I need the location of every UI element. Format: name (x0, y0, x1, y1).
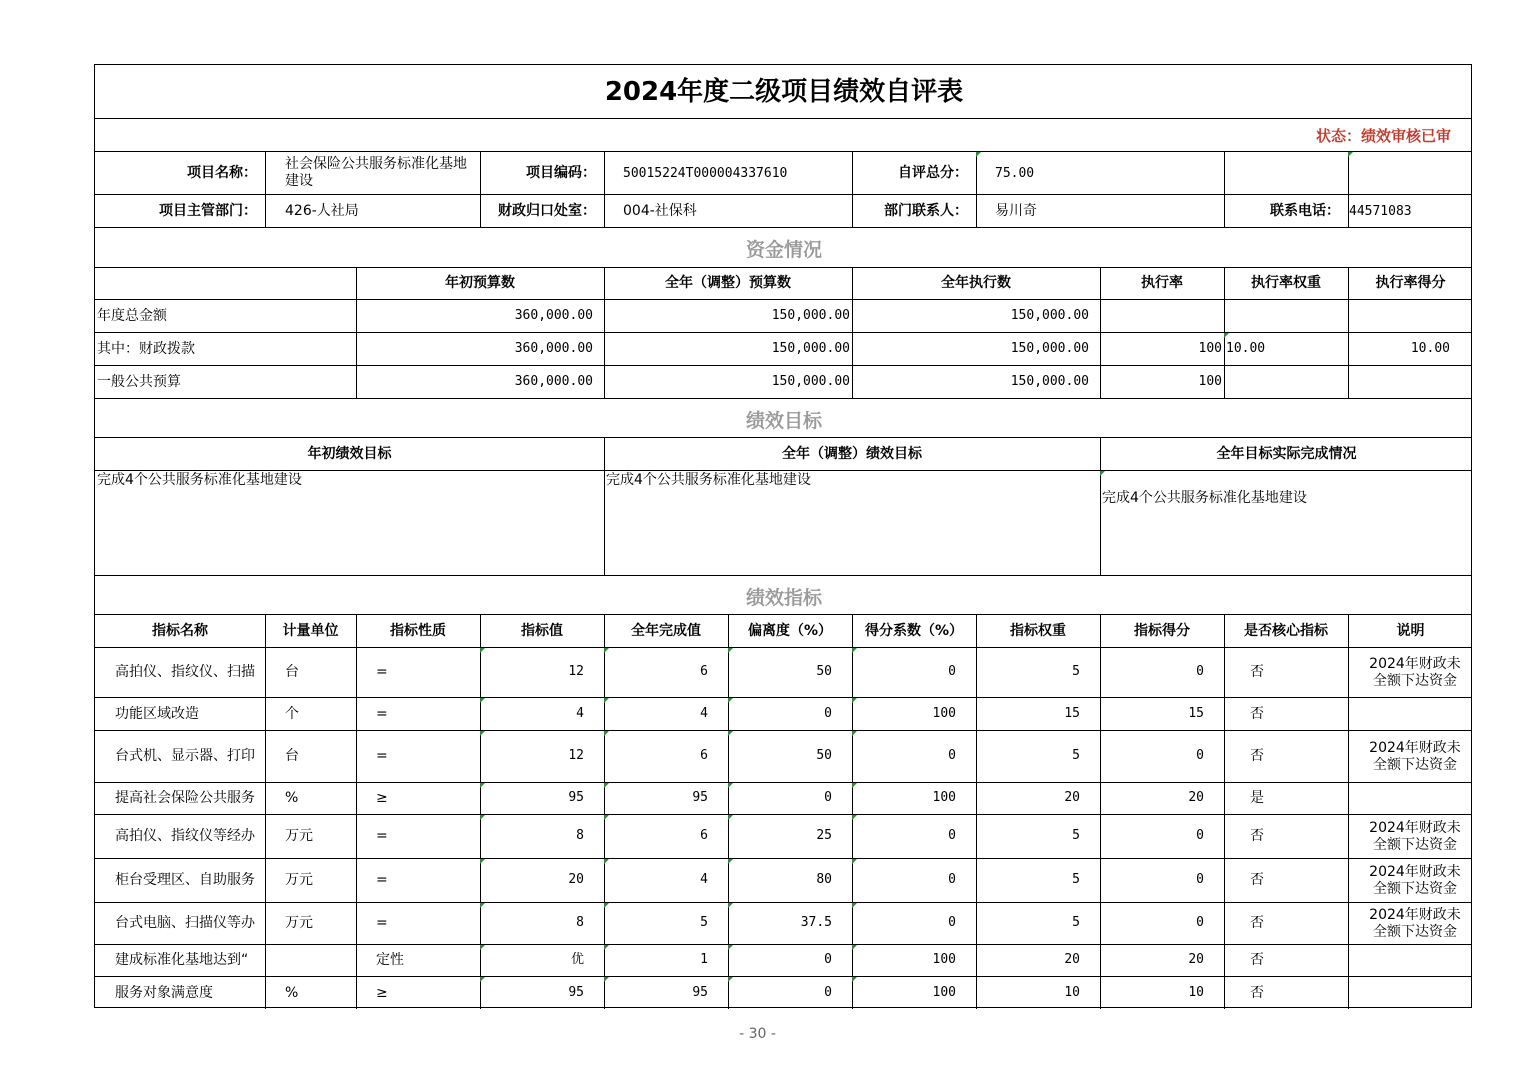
indicator-unit: 台 (285, 664, 299, 680)
indicator-nature: = (376, 872, 388, 888)
goal-actual-text: 完成4个公共服务标准化基地建设 (1102, 490, 1307, 506)
indicator-score: 20 (1188, 790, 1204, 805)
indicator-coefficient: 100 (932, 985, 956, 1000)
grid-line-h (95, 814, 1471, 815)
indicator-done: 4 (700, 706, 708, 721)
indicator-header-5: 偏离度（%） (747, 623, 833, 639)
grid-line-v (976, 151, 977, 227)
indicator-deviation: 50 (816, 748, 832, 763)
dept-label: 项目主管部门： (159, 203, 257, 219)
indicator-score: 0 (1196, 828, 1204, 843)
funds-header-3: 执行率 (1141, 275, 1183, 291)
cell-marker (480, 977, 485, 982)
cell-marker (604, 977, 609, 982)
grid-line-v (1100, 614, 1101, 1009)
cell-marker (480, 903, 485, 908)
indicator-target: 95 (568, 985, 584, 1000)
indicator-coefficient: 0 (948, 664, 956, 679)
contact-value: 易川奇 (995, 203, 1037, 219)
indicator-core: 否 (1250, 985, 1264, 1001)
indicator-name: 功能区域改造 (115, 706, 199, 722)
funds-executed: 150,000.00 (1010, 374, 1089, 389)
indicator-nature: = (376, 915, 388, 931)
cell-marker (1100, 471, 1105, 476)
indicator-deviation: 0 (824, 952, 832, 967)
cell-marker (728, 783, 733, 788)
indicator-deviation: 80 (816, 872, 832, 887)
grid-line-h (95, 614, 1471, 615)
indicator-deviation: 0 (824, 790, 832, 805)
indicator-unit: % (285, 985, 299, 1001)
goal-adjusted-text: 完成4个公共服务标准化基地建设 (606, 472, 811, 488)
cell-marker (852, 648, 857, 653)
indicator-core: 否 (1250, 828, 1264, 844)
grid-line-v (604, 267, 605, 398)
indicator-score: 0 (1196, 748, 1204, 763)
grid-line-v (1100, 267, 1101, 398)
funds-section-title: 资金情况 (745, 239, 822, 261)
indicator-target: 4 (576, 706, 584, 721)
indicator-note: 2024年财政未全额下达资金 (1369, 656, 1461, 689)
cell-marker (728, 648, 733, 653)
indicator-note: 2024年财政未全额下达资金 (1369, 864, 1461, 897)
goal-initial-text: 完成4个公共服务标准化基地建设 (97, 472, 302, 488)
indicator-target: 8 (576, 915, 584, 930)
grid-line-h (95, 730, 1471, 731)
cell-marker (604, 903, 609, 908)
indicator-score: 0 (1196, 664, 1204, 679)
indicator-note: 2024年财政未全额下达资金 (1369, 740, 1461, 773)
indicator-header-4: 全年完成值 (631, 623, 701, 639)
cell-marker (976, 152, 981, 157)
cell-marker (480, 731, 485, 736)
cell-marker (1348, 152, 1353, 157)
funds-row-name: 一般公共预算 (97, 374, 181, 390)
indicator-coefficient: 100 (932, 790, 956, 805)
grid-line-h (95, 299, 1471, 300)
indicator-weight: 20 (1064, 790, 1080, 805)
indicator-weight: 5 (1072, 664, 1080, 679)
indicator-weight: 5 (1072, 915, 1080, 930)
indicator-weight: 15 (1064, 706, 1080, 721)
cell-marker (728, 903, 733, 908)
grid-line-v (356, 614, 357, 1009)
indicator-header-9: 是否核心指标 (1244, 623, 1328, 639)
indicator-score: 0 (1196, 872, 1204, 887)
finance-office-value: 004-社保科 (623, 203, 697, 219)
cell-marker (728, 698, 733, 703)
funds-header-0: 年初预算数 (445, 275, 515, 291)
grid-line-h (95, 365, 1471, 366)
indicator-core: 否 (1250, 872, 1264, 888)
indicator-done: 1 (700, 952, 708, 967)
funds-initial-budget: 360,000.00 (514, 308, 593, 323)
goal-header-initial: 年初绩效目标 (307, 446, 392, 462)
indicator-name: 台式电脑、扫描仪等办 (115, 915, 255, 931)
phone-label: 联系电话： (1270, 203, 1340, 219)
cell-marker (604, 859, 609, 864)
funds-row-name: 其中：财政拨款 (97, 341, 195, 357)
indicator-target: 95 (568, 790, 584, 805)
indicator-done: 4 (700, 872, 708, 887)
grid-line-h (95, 902, 1471, 903)
grid-line-v (604, 151, 605, 227)
grid-line-v (1348, 267, 1349, 398)
grid-line-h (95, 858, 1471, 859)
grid-line-h (95, 647, 1471, 648)
cell-marker (480, 648, 485, 653)
grid-line-h (95, 944, 1471, 945)
funds-header-1: 全年（调整）预算数 (665, 275, 791, 291)
cell-marker (480, 859, 485, 864)
grid-line-v (356, 267, 357, 398)
grid-line-v (852, 151, 853, 227)
funds-exec-rate: 100 (1198, 374, 1222, 389)
indicator-header-2: 指标性质 (390, 623, 446, 639)
indicator-deviation: 50 (816, 664, 832, 679)
funds-initial-budget: 360,000.00 (514, 374, 593, 389)
indicator-nature: = (376, 828, 388, 844)
cell-marker (852, 903, 857, 908)
cell-marker (480, 783, 485, 788)
grid-line-h (95, 332, 1471, 333)
indicator-header-10: 说明 (1396, 623, 1425, 639)
cell-marker (852, 945, 857, 950)
project-code-label: 项目编码： (526, 165, 596, 181)
grid-line-v (1100, 437, 1101, 575)
indicator-header-1: 计量单位 (282, 623, 339, 639)
grid-line-h (95, 267, 1471, 268)
indicator-weight: 5 (1072, 748, 1080, 763)
indicator-coefficient: 0 (948, 748, 956, 763)
funds-header-4: 执行率权重 (1251, 275, 1321, 291)
indicator-header-8: 指标得分 (1134, 623, 1190, 639)
form-title: 2024年度二级项目绩效自评表 (604, 77, 964, 107)
evaluation-form (94, 64, 1472, 1008)
cell-marker (480, 815, 485, 820)
cell-marker (728, 945, 733, 950)
project-name-value: 社会保险公共服务标准化基地建设 (285, 156, 467, 189)
grid-line-v (265, 151, 266, 227)
finance-office-label: 财政归口处室： (498, 203, 596, 219)
indicator-target: 8 (576, 828, 584, 843)
cell-marker (852, 859, 857, 864)
goals-section-title: 绩效目标 (745, 410, 822, 432)
indicator-done: 6 (700, 664, 708, 679)
indicator-note: 2024年财政未全额下达资金 (1369, 907, 1461, 940)
indicator-coefficient: 0 (948, 915, 956, 930)
grid-line-h (95, 118, 1471, 119)
indicator-core: 否 (1250, 748, 1264, 764)
cell-marker (852, 698, 857, 703)
indicator-coefficient: 0 (948, 872, 956, 887)
funds-executed: 150,000.00 (1010, 308, 1089, 323)
goal-header-adjusted: 全年（调整）绩效目标 (782, 446, 922, 462)
indicator-deviation: 37.5 (800, 915, 832, 930)
indicator-score: 10 (1188, 985, 1204, 1000)
indicator-nature: 定性 (376, 952, 404, 968)
indicator-name: 柜台受理区、自助服务 (115, 872, 255, 888)
grid-line-h (95, 470, 1471, 471)
indicator-target: 12 (568, 748, 584, 763)
indicator-unit: 万元 (285, 872, 313, 888)
cell-marker (604, 945, 609, 950)
grid-line-h (95, 782, 1471, 783)
cell-marker (604, 731, 609, 736)
indicator-unit: % (285, 790, 299, 806)
indicator-core: 否 (1250, 952, 1264, 968)
cell-marker (728, 815, 733, 820)
contact-label: 部门联系人： (884, 203, 968, 219)
dept-value: 426-人社局 (285, 203, 359, 219)
indicator-nature: = (376, 748, 388, 764)
indicator-core: 否 (1250, 664, 1264, 680)
indicator-weight: 10 (1064, 985, 1080, 1000)
cell-marker (852, 977, 857, 982)
funds-exec-rate: 100 (1198, 341, 1222, 356)
project-code-value: 50015224T000004337610 (623, 166, 788, 181)
indicator-header-7: 指标权重 (1010, 623, 1066, 639)
grid-line-h (95, 227, 1471, 228)
grid-line-v (1348, 614, 1349, 1009)
grid-line-h (95, 697, 1471, 698)
indicator-name: 高拍仪、指纹仪、扫描 (115, 664, 255, 680)
page-number: - 30 - (739, 1026, 776, 1042)
grid-line-h (95, 151, 1471, 152)
self-score-label: 自评总分： (898, 165, 968, 181)
indicator-done: 6 (700, 748, 708, 763)
indicator-note: 2024年财政未全额下达资金 (1369, 820, 1461, 853)
self-score-value: 75.00 (995, 166, 1035, 181)
indicator-coefficient: 100 (932, 706, 956, 721)
cell-marker (604, 648, 609, 653)
indicator-score: 15 (1188, 706, 1204, 721)
cell-marker (728, 977, 733, 982)
funds-rate-score: 10.00 (1410, 341, 1450, 356)
grid-line-v (852, 267, 853, 398)
cell-marker (728, 859, 733, 864)
cell-marker (604, 698, 609, 703)
indicator-name: 提高社会保险公共服务 (115, 790, 255, 806)
indicator-name: 服务对象满意度 (115, 985, 213, 1001)
cell-marker (480, 698, 485, 703)
indicator-header-0: 指标名称 (152, 623, 208, 639)
cell-marker (604, 783, 609, 788)
grid-line-h (95, 194, 1471, 195)
indicator-nature: = (376, 706, 388, 722)
indicator-nature: ≥ (376, 790, 388, 806)
grid-line-h (95, 437, 1471, 438)
grid-line-v (265, 614, 266, 1009)
project-name-label: 项目名称： (187, 165, 257, 181)
grid-line-v (976, 614, 977, 1009)
funds-adjusted-budget: 150,000.00 (771, 308, 850, 323)
grid-line-v (1224, 151, 1225, 227)
indicator-weight: 5 (1072, 872, 1080, 887)
indicator-coefficient: 100 (932, 952, 956, 967)
indicator-core: 是 (1250, 790, 1264, 806)
indicator-coefficient: 0 (948, 828, 956, 843)
indicator-score: 20 (1188, 952, 1204, 967)
grid-line-v (1348, 151, 1349, 227)
indicator-nature: = (376, 664, 388, 680)
cell-marker (1224, 333, 1229, 338)
grid-line-h (95, 575, 1471, 576)
indicator-done: 95 (692, 985, 708, 1000)
cell-marker (852, 783, 857, 788)
indicator-unit: 个 (285, 706, 299, 722)
status-badge: 状态：绩效审核已审 (1315, 127, 1451, 145)
indicator-done: 6 (700, 828, 708, 843)
indicator-target: 优 (570, 952, 584, 967)
funds-initial-budget: 360,000.00 (514, 341, 593, 356)
indicator-deviation: 25 (816, 828, 832, 843)
phone-value: 44571083 (1349, 204, 1412, 219)
grid-line-h (95, 976, 1471, 977)
goal-header-actual: 全年目标实际完成情况 (1216, 446, 1357, 462)
indicator-unit: 台 (285, 748, 299, 764)
funds-adjusted-budget: 150,000.00 (771, 341, 850, 356)
indicator-weight: 5 (1072, 828, 1080, 843)
cell-marker (728, 731, 733, 736)
indicator-header-3: 指标值 (521, 623, 563, 639)
cell-marker (480, 945, 485, 950)
grid-line-h (95, 398, 1471, 399)
funds-header-5: 执行率得分 (1375, 275, 1446, 291)
indicator-nature: ≥ (376, 985, 388, 1001)
grid-line-v (604, 437, 605, 575)
indicator-name: 高拍仪、指纹仪等经办 (115, 828, 255, 844)
indicator-target: 12 (568, 664, 584, 679)
indicator-name: 台式机、显示器、打印 (115, 748, 255, 764)
grid-line-v (1224, 614, 1225, 1009)
funds-adjusted-budget: 150,000.00 (771, 374, 850, 389)
cell-marker (852, 731, 857, 736)
indicator-name: 建成标准化基地达到“ (115, 952, 249, 968)
indicator-unit: 万元 (285, 828, 313, 844)
indicator-done: 5 (700, 915, 708, 930)
indicators-section-title: 绩效指标 (745, 587, 822, 609)
indicator-unit: 万元 (285, 915, 313, 931)
funds-row-name: 年度总金额 (97, 308, 167, 324)
indicator-done: 95 (692, 790, 708, 805)
funds-executed: 150,000.00 (1010, 341, 1089, 356)
indicator-weight: 20 (1064, 952, 1080, 967)
indicator-header-6: 得分系数（%） (864, 623, 964, 639)
indicator-core: 否 (1250, 915, 1264, 931)
indicator-target: 20 (568, 872, 584, 887)
funds-rate-weight: 10.00 (1226, 341, 1266, 356)
indicator-deviation: 0 (824, 985, 832, 1000)
cell-marker (604, 815, 609, 820)
funds-header-2: 全年执行数 (941, 275, 1011, 291)
cell-marker (852, 815, 857, 820)
grid-line-v (480, 151, 481, 227)
indicator-score: 0 (1196, 915, 1204, 930)
indicator-deviation: 0 (824, 706, 832, 721)
indicator-core: 否 (1250, 706, 1264, 722)
